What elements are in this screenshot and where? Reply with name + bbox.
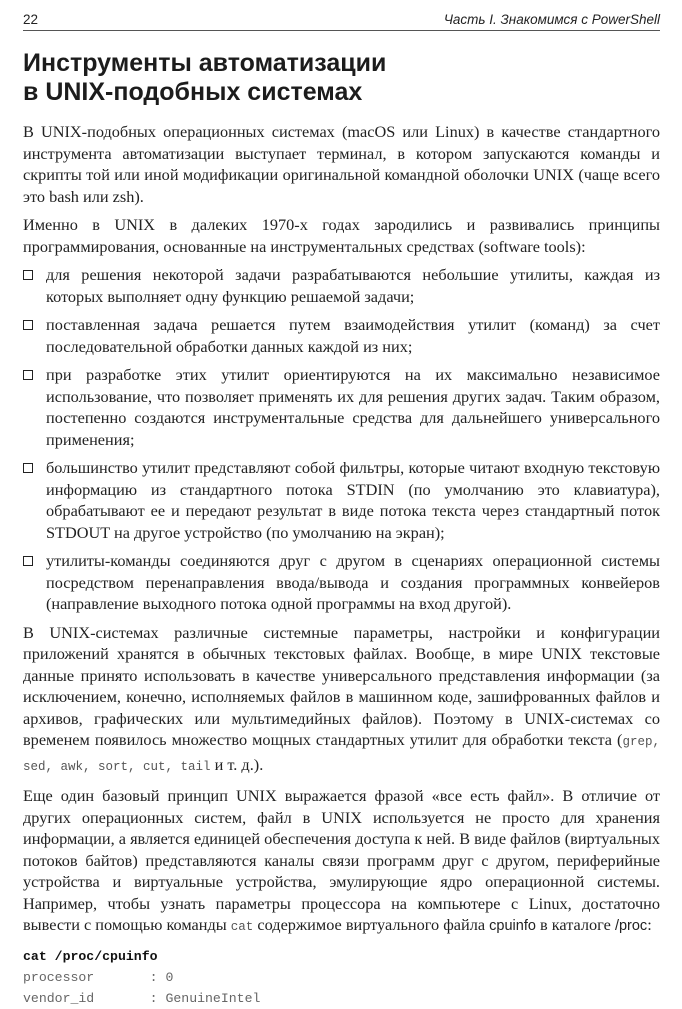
code-command: cat /proc/cpuinfo [23, 948, 158, 964]
paragraph-file-mid: содержимое виртуального файла [253, 915, 490, 934]
section-heading [23, 49, 660, 107]
principles-list [23, 264, 660, 615]
list-item-text: большинство утилит представляют собой фильтры, которые читают входную текстовую информацию из стандартного потока STDIN (по умолчанию это клавиатура), обрабатывают ее и передают результат в виде потока текста через стандартный поток STDOUT на другое устройство (по умолчанию на экран); [46, 458, 660, 542]
paragraph-text-files [23, 622, 660, 779]
text-tools-list: grep, sed, awk, sort, cut, tail [23, 735, 660, 774]
paragraph-intro: В UNIX-подобных операционных системах (macOS или Linux) в качестве стандартного инструмента автоматизации выступает терминал, в котором запускаются команды и скрипты той или иной модификации оригинальной командной оболочки UNIX (чаще всего это bash или zsh). [23, 122, 660, 206]
list-item-text: при разработке этих утилит ориентируются на их максимально независимое использование, что позволяет применять их для решения других задач. Таким образом, постепенно создаются инструментальные средства для дальнейшего универсального применения; [46, 365, 660, 449]
paragraph-file-end: : [647, 915, 652, 934]
list-item-text: утилиты-команды соединяются друг с другом в сценариях операционной системы посредством перенаправления ввода/вывода и создания программных конвейеров (направление выходного потока одной программы на вход другой). [46, 551, 660, 613]
code-listing [23, 946, 660, 1009]
list-item [23, 314, 660, 357]
checkbox-bullet-icon [23, 270, 33, 280]
section-heading-line1: Инструменты автоматизации [23, 49, 387, 77]
checkbox-bullet-icon [23, 556, 33, 566]
page-header [23, 12, 660, 31]
list-item [23, 457, 660, 543]
section-heading-line2: в UNIX-подобных системах [23, 78, 363, 106]
list-item [23, 550, 660, 615]
inline-directory: /proc [614, 918, 648, 934]
code-output-line: vendor_id : GenuineIntel [23, 990, 261, 1006]
checkbox-bullet-icon [23, 463, 33, 473]
inline-command: cat [230, 920, 254, 934]
list-item-text: поставленная задача решается путем взаимодействия утилит (команд) за счет последовательной обработки данных каждой из них; [46, 315, 660, 356]
paragraph-text-files-main: В UNIX-системах различные системные параметры, настройки и конфигурации приложений хранятся в обычных текстовых файлах. Вообще, в мире UNIX текстовые данные принято использовать в качестве универсального представления информации (за исключением, конечно, исполняемых файлов в машинном коде, зашифрованных файлов и архивов, графических или мультимедийных файлов). Поэтому в UNIX-системах со временем появилось множество мощных стандартных утилит для обработки текста ( [23, 622, 660, 749]
checkbox-bullet-icon [23, 370, 33, 380]
list-item [23, 364, 660, 450]
code-output-line: processor : 0 [23, 969, 174, 985]
page-number: 22 [23, 12, 39, 27]
list-item-text: для решения некоторой задачи разрабатываются небольшие утилиты, каждая из которых выполняет одну функцию решаемой задачи; [46, 265, 660, 306]
list-item [23, 264, 660, 307]
body-text [23, 121, 660, 939]
paragraph-file-main: Еще один базовый принцип UNIX выражается фразой «все есть файл». В отличие от других операционных систем, файл в UNIX используется не просто для хранения информации, а является единицей обеспечения доступа к ней. В виде файлов (виртуальных потоков байтов) представляются каналы связи программ друг с другом, периферийные устройства и виртуальные устройства, эмулирующие ядро операционной системы. Например, чтобы узнать параметры процессора на компьютере с Linux, достаточно вывести с помощью команды [23, 786, 660, 934]
inline-filename: cpuinfo [489, 918, 536, 934]
paragraph-principles: Именно в UNIX в далеких 1970-х годах зародились и развивались принципы программирования, основанные на инструментальных средствах (software tools): [23, 215, 660, 256]
paragraph-text-files-end: и т. д.). [210, 754, 264, 774]
paragraph-everything-is-file [23, 785, 660, 939]
checkbox-bullet-icon [23, 320, 33, 330]
running-title: Часть I. Знакомимся с PowerShell [443, 12, 660, 27]
paragraph-file-mid2: в каталоге [535, 915, 615, 934]
